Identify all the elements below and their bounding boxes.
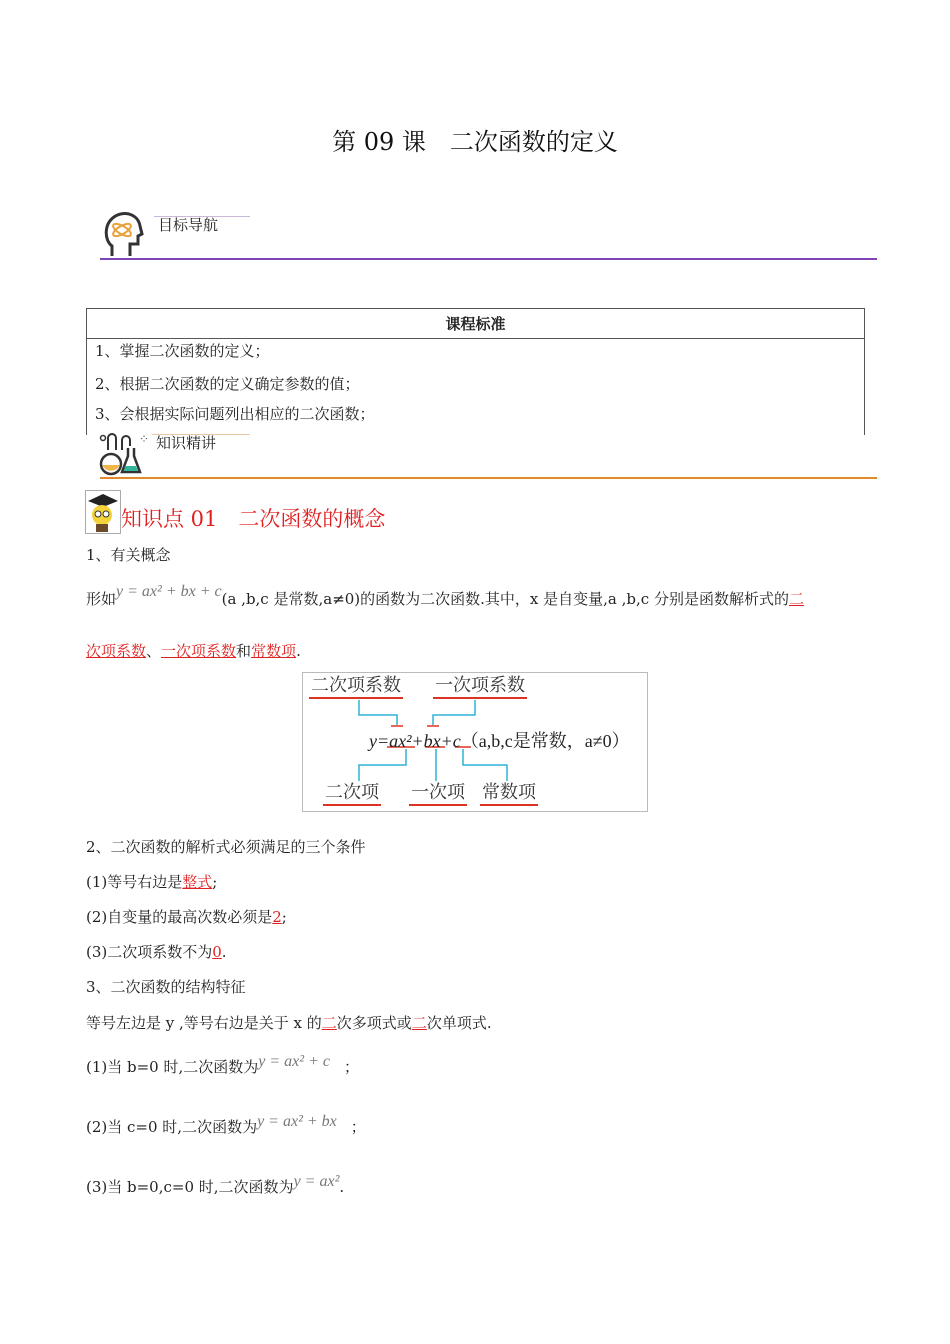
highlight: 整式	[182, 873, 213, 891]
text: ;	[281, 908, 287, 926]
text: (3)当 b=0,c=0 时,二次函数为	[86, 1178, 294, 1196]
case-3	[86, 1173, 345, 1197]
text: .	[339, 1178, 345, 1196]
text: 次单项式.	[426, 1014, 492, 1032]
heading: 3、二次函数的结构特征	[86, 978, 246, 996]
text: .	[296, 642, 301, 660]
text: ；	[343, 1058, 359, 1076]
page-title: 第 09 课 二次函数的定义	[332, 128, 618, 156]
highlight: 常数项	[251, 642, 297, 660]
text: (3)二次项系数不为	[86, 943, 213, 961]
text: ；	[350, 1118, 366, 1136]
graduate-mascot-icon	[85, 490, 121, 534]
formula: y = ax²	[293, 1173, 340, 1190]
highlight: 二	[321, 1014, 337, 1032]
formula: y = ax² + bx	[257, 1113, 337, 1130]
text: (1)等号右边是	[86, 873, 183, 891]
highlight: 二	[411, 1014, 427, 1032]
label-linear-coefficient: 一次项系数	[433, 675, 527, 699]
text: (2)当 c=0 时,二次函数为	[86, 1118, 258, 1136]
text: (2)自变量的最高次数必须是	[86, 908, 273, 926]
text: 次多项式或	[336, 1014, 412, 1032]
text: .	[221, 943, 227, 961]
label-quadratic-coefficient: 二次项系数	[309, 675, 403, 699]
quadratic-diagram	[302, 672, 648, 812]
condition-1	[86, 871, 217, 892]
head-atom-icon	[102, 210, 144, 258]
text: 、	[146, 642, 162, 660]
text: (a ,b,c 是常数,a≠0)的函数为二次函数.其中，x 是自变量,a ,b,c 分别是函数解析式的	[221, 590, 789, 608]
formula: y=ax²+bx+c	[369, 731, 461, 751]
diagram-formula	[369, 727, 630, 753]
label-quadratic-term: 二次项	[323, 782, 381, 806]
curriculum-standards-table	[86, 308, 865, 435]
text: 等号左边是 y ,等号右边是关于 x 的	[86, 1014, 322, 1032]
condition-2	[86, 906, 287, 927]
paragraph	[86, 640, 301, 661]
section-label-knowledge: 知识精讲	[156, 434, 217, 452]
highlight: 2	[272, 908, 282, 926]
paragraph	[86, 1012, 492, 1033]
heading: 1、有关概念	[86, 546, 171, 564]
list-item: 3、会根据实际问题列出相应的二次函数；	[95, 405, 375, 423]
paragraph	[86, 583, 804, 609]
text: ;	[212, 873, 218, 891]
highlight: 次项系数	[86, 642, 147, 660]
divider	[100, 258, 877, 260]
highlight: 二	[788, 590, 804, 608]
text: 形如	[86, 590, 117, 608]
text: 和	[236, 642, 252, 660]
highlight: 0	[212, 943, 222, 961]
case-1	[86, 1053, 359, 1077]
divider	[100, 477, 877, 479]
text: (1)当 b=0 时,二次函数为	[86, 1058, 259, 1076]
condition-3	[86, 941, 227, 962]
list-item: 1、掌握二次函数的定义；	[95, 342, 270, 360]
case-2	[86, 1113, 366, 1137]
formula: y = ax² + c	[258, 1053, 330, 1070]
table-header: 课程标准	[87, 309, 865, 339]
dots-icon: ⁘	[139, 432, 150, 446]
highlight: 一次项系数	[161, 642, 237, 660]
heading: 2、二次函数的解析式必须满足的三个条件	[86, 838, 366, 856]
label-constant-term: 常数项	[480, 782, 538, 806]
condition: （a,b,c是常数，a≠0）	[460, 731, 630, 751]
section-label-nav: 目标导航	[158, 216, 219, 234]
list-item: 2、根据二次函数的定义确定参数的值；	[95, 375, 360, 393]
formula: y = ax² + bx + c	[116, 583, 222, 600]
knowledge-point-title: 知识点 01 二次函数的概念	[121, 507, 386, 531]
label-linear-term: 一次项	[409, 782, 467, 806]
